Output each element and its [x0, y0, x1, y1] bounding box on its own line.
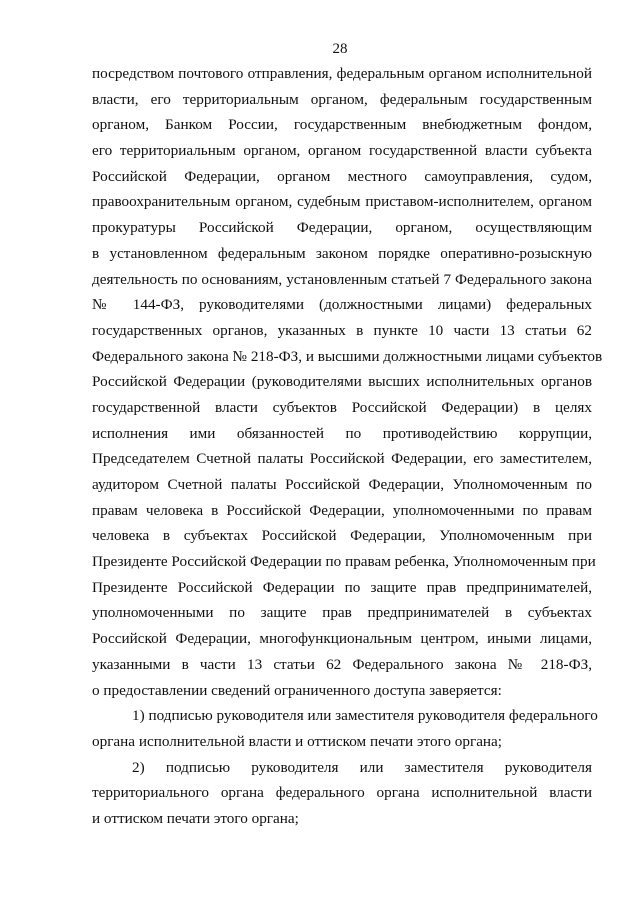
text-line: Российской Федерации (руководителями высших исполнительных органов: [92, 373, 592, 391]
list-item-2-line: территориального органа федерального органа исполнительной власти: [92, 784, 592, 802]
text-line: Федерального закона № 218-ФЗ, и высшими должностными лицами субъектов: [92, 347, 603, 365]
text-line: исполнения ими обязанностей по противодействию коррупции,: [92, 424, 592, 442]
text-line: власти, его территориальным органом, федеральным государственным: [92, 90, 592, 108]
text-line: Президенте Российской Федерации по защите прав предпринимателей,: [92, 578, 592, 596]
text-line: деятельность по основаниям, установленным статьей 7 Федерального закона: [92, 270, 592, 288]
text-line: посредством почтового отправления, федеральным органом исполнительной: [92, 65, 592, 82]
text-line: Председателем Счетной палаты Российской Федерации, его заместителем,: [92, 450, 592, 468]
text-line: о предоставлении сведений ограниченного доступа заверяется:: [92, 681, 502, 699]
text-line: человека в субъектах Российской Федерации, Уполномоченным при: [92, 527, 592, 545]
text-line: прокуратуры Российской Федерации, органом, осуществляющим: [92, 219, 592, 237]
text-line: государственной власти субъектов Российской Федерации) в целях: [92, 398, 592, 416]
text-line: в установленном федеральным законом порядке оперативно-розыскную: [92, 244, 592, 262]
text-line: Российской Федерации, органом местного самоуправления, судом,: [92, 167, 592, 185]
list-item-1-line: органа исполнительной власти и оттиском печати этого органа;: [92, 732, 503, 750]
list-item-1-line: 1) подписью руководителя или заместителя руководителя федерального: [132, 707, 598, 725]
text-line: Российской Федерации, многофункциональным центром, иными лицами,: [92, 630, 592, 648]
text-line: государственных органов, указанных в пункте 10 части 13 статьи 62: [92, 321, 592, 339]
list-item-2-line: и оттиском печати этого органа;: [92, 809, 299, 827]
text-line: № 144-ФЗ, руководителями (должностными лицами) федеральных: [92, 296, 592, 314]
text-line: уполномоченными по защите прав предпринимателей в субъектах: [92, 604, 592, 622]
text-line: его территориальным органом, органом государственной власти субъекта: [92, 142, 592, 160]
text-line: правоохранительным органом, судебным приставом-исполнителем, органом: [92, 193, 592, 211]
text-line: органом, Банком России, государственным внебюджетным фондом,: [92, 116, 592, 134]
text-line: аудитором Счетной палаты Российской Федерации, Уполномоченным по: [92, 476, 592, 493]
text-line: указанными в части 13 статьи 62 Федерального закона № 218-ФЗ,: [92, 655, 592, 673]
text-line: правам человека в Российской Федерации, уполномоченными по правам: [92, 501, 592, 519]
list-item-2-line: 2) подписью руководителя или заместителя руководителя: [132, 758, 592, 776]
body-text: [92, 61, 603, 832]
text-line: Президенте Российской Федерации по правам ребенка, Уполномоченным при: [92, 553, 596, 571]
page-number: 28: [332, 41, 348, 57]
